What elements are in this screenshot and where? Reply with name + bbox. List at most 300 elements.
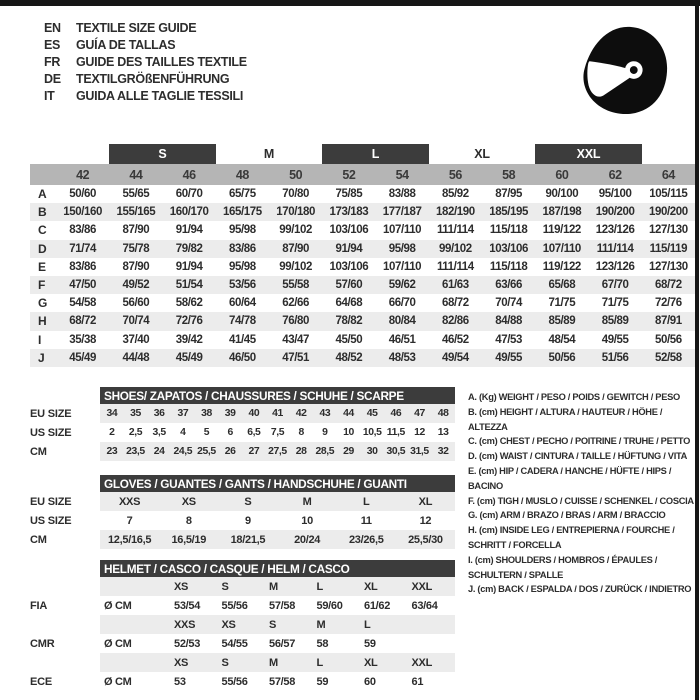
size-number-cell: 48 bbox=[235, 167, 249, 182]
language-code: ES bbox=[44, 38, 61, 53]
table-cell: 23 bbox=[106, 446, 118, 457]
measurement-cell: 91/94 bbox=[335, 242, 363, 255]
table-cell: 6 bbox=[227, 427, 233, 438]
helmet-value-cell: 56/57 bbox=[269, 637, 296, 650]
legend-item: A. (Kg) WEIGHT / PESO / POIDS / GEWITCH / PESO bbox=[468, 392, 680, 402]
measurement-cell: 190/200 bbox=[648, 206, 688, 219]
measurement-cell: 64/68 bbox=[335, 297, 363, 310]
measurement-cell: 37/40 bbox=[122, 333, 150, 346]
measurement-cell: 50/60 bbox=[69, 188, 97, 201]
helmet-value-cell: 61/62 bbox=[364, 599, 391, 612]
helmet-data-row bbox=[100, 634, 455, 653]
side-labels bbox=[30, 475, 100, 549]
measurement-cell: 51/54 bbox=[175, 279, 203, 292]
measurement-cell: 83/86 bbox=[69, 260, 97, 273]
table-title: HELMET / CASCO / CASQUE / HELM / CASCO bbox=[100, 560, 455, 577]
helmet-data-row bbox=[100, 596, 455, 615]
racing-helmet-icon bbox=[574, 22, 672, 120]
table-cell: 7,5 bbox=[270, 427, 285, 438]
measurement-cell: 67/70 bbox=[601, 279, 629, 292]
legend-item: D. (cm) WAIST / CINTURA / TAILLE / HÜFTUNG / VITA bbox=[468, 451, 688, 462]
measurement-cell: 56/60 bbox=[122, 297, 150, 310]
measurement-cell: 49/55 bbox=[601, 333, 629, 346]
measurement-cell: 45/50 bbox=[335, 333, 363, 346]
row-letter: I bbox=[38, 332, 42, 347]
textile-size-table bbox=[30, 144, 695, 367]
measurement-cell: 51/56 bbox=[601, 351, 629, 364]
helmet-value-cell: 53 bbox=[174, 675, 186, 688]
table-cell: 24,5 bbox=[173, 446, 193, 457]
language-list bbox=[44, 20, 247, 104]
diameter-label-cell: Ø CM bbox=[104, 675, 132, 688]
size-label-cell: M bbox=[316, 618, 326, 631]
size-group-label: S bbox=[109, 144, 216, 164]
measurement-cell: 46/51 bbox=[388, 333, 416, 346]
table-cell: 41 bbox=[272, 408, 283, 419]
measurement-cell: 127/130 bbox=[648, 224, 688, 237]
language-code: EN bbox=[44, 21, 61, 36]
table-cell: 7 bbox=[126, 514, 133, 527]
row-letter: C bbox=[38, 223, 47, 238]
table-cell: 44 bbox=[343, 408, 354, 419]
table-cell: 47 bbox=[414, 408, 425, 419]
row-label: US SIZE bbox=[30, 514, 72, 527]
measurement-cell: 49/55 bbox=[495, 351, 523, 364]
measurement-row bbox=[30, 312, 695, 330]
table-cell: 2,5 bbox=[128, 427, 143, 438]
table-title: GLOVES / GUANTES / GANTS / HANDSCHUHE / GUANTI bbox=[100, 475, 455, 492]
measurement-row bbox=[30, 258, 695, 276]
table-cell: 30,5 bbox=[386, 446, 406, 457]
size-group-label: M bbox=[263, 147, 275, 161]
measurement-cell: 47/53 bbox=[495, 333, 523, 346]
measurement-cell: 55/58 bbox=[282, 279, 310, 292]
measurement-cell: 150/160 bbox=[63, 206, 103, 219]
table-cell: 48 bbox=[437, 408, 449, 419]
measurement-cell: 95/98 bbox=[388, 242, 416, 255]
table-cell: 23,5 bbox=[126, 446, 145, 457]
measurement-cell: 47/51 bbox=[282, 351, 310, 364]
size-number-cell: 42 bbox=[76, 167, 90, 182]
measurement-cell: 87/90 bbox=[282, 242, 310, 255]
table-cell: XS bbox=[181, 495, 196, 508]
measurement-cell: 119/122 bbox=[542, 224, 581, 237]
table-cell: XXS bbox=[119, 495, 141, 508]
row-label: EU SIZE bbox=[30, 495, 72, 508]
table-cell: 9 bbox=[245, 514, 251, 527]
table-cell: 28 bbox=[295, 446, 307, 457]
table-cell: L bbox=[363, 495, 370, 508]
size-number-cell: 44 bbox=[129, 167, 143, 182]
language-code: FR bbox=[44, 54, 61, 69]
table-cell: 12 bbox=[419, 514, 432, 527]
measurement-cell: 75/85 bbox=[335, 188, 363, 201]
measurement-cell: 76/80 bbox=[282, 315, 310, 328]
table-cell: 28,5 bbox=[315, 446, 335, 457]
row-label: CM bbox=[30, 445, 47, 458]
table-cell: 13 bbox=[437, 427, 449, 438]
measurement-cell: 185/195 bbox=[489, 206, 529, 219]
table-cell: 6,5 bbox=[247, 427, 261, 438]
measurement-cell: 84/88 bbox=[495, 315, 523, 328]
table-cell: 4 bbox=[180, 427, 186, 438]
helmet-size-section bbox=[30, 560, 455, 691]
size-number-cell: 58 bbox=[502, 167, 516, 182]
legend-item: C. (cm) CHEST / PECHO / POITRINE / TRUHE / PETTO bbox=[468, 436, 691, 447]
measurement-cell: 50/56 bbox=[654, 333, 682, 346]
measurement-row bbox=[30, 294, 695, 312]
helmet-data-row bbox=[100, 672, 455, 691]
table-cell: 42 bbox=[295, 408, 307, 419]
table-cell: 27,5 bbox=[268, 446, 287, 457]
table-cell: 10 bbox=[343, 427, 354, 438]
table-cell: 8 bbox=[298, 427, 304, 438]
table-cell: 39 bbox=[224, 408, 236, 419]
language-title: TEXTILGRÖßENFÜHRUNG bbox=[76, 71, 230, 86]
measurement-cell: 61/63 bbox=[441, 279, 469, 292]
row-letter: B bbox=[38, 205, 47, 220]
table-row bbox=[100, 404, 455, 423]
size-group-label: XXL bbox=[535, 144, 642, 164]
measurement-cell: 165/175 bbox=[222, 206, 262, 219]
table-cell: 23/26,5 bbox=[348, 533, 384, 546]
table-row bbox=[100, 530, 455, 549]
table-row bbox=[100, 492, 455, 511]
side-label-spacer bbox=[30, 475, 100, 492]
measurement-cell: 72/76 bbox=[175, 315, 203, 328]
measurement-cell: 71/74 bbox=[69, 242, 97, 255]
size-number-cell: 54 bbox=[395, 167, 409, 182]
diameter-label-cell: Ø CM bbox=[104, 599, 132, 612]
measurement-cell: 82/86 bbox=[441, 315, 469, 328]
measurement-cell: 44/48 bbox=[122, 351, 150, 364]
measurement-cell: 190/200 bbox=[595, 206, 635, 219]
measurement-cell: 111/114 bbox=[436, 224, 474, 237]
table-cell: 18/21,5 bbox=[230, 533, 266, 546]
measurement-cell: 49/54 bbox=[441, 351, 469, 364]
measurement-cell: 68/72 bbox=[441, 297, 469, 310]
size-label-cell: XXS bbox=[174, 618, 196, 631]
measurement-cell: 87/90 bbox=[122, 224, 150, 237]
row-label: US SIZE bbox=[30, 426, 72, 439]
table-cell: 11,5 bbox=[386, 427, 405, 438]
helmet-value-cell: 58 bbox=[316, 637, 329, 650]
measurement-cell: 85/89 bbox=[601, 315, 629, 328]
row-letter: G bbox=[38, 296, 48, 311]
measurement-row bbox=[30, 331, 695, 349]
helmet-size-row bbox=[100, 577, 455, 596]
measurement-cell: 87/90 bbox=[122, 260, 150, 273]
measurement-cell: 71/75 bbox=[548, 297, 576, 310]
measurement-cell: 70/80 bbox=[282, 188, 310, 201]
measurement-cell: 75/78 bbox=[122, 242, 150, 255]
size-group-label: XL bbox=[474, 147, 490, 161]
row-letter: F bbox=[38, 278, 46, 293]
top-border bbox=[0, 0, 700, 6]
measurement-cell: 105/115 bbox=[649, 188, 688, 201]
table-cell: 10,5 bbox=[362, 427, 382, 438]
measurement-cell: 79/82 bbox=[175, 242, 203, 255]
size-label-cell: XL bbox=[364, 656, 378, 669]
measurement-cell: 74/78 bbox=[228, 315, 256, 328]
legend-item: B. (cm) HEIGHT / ALTURA / HAUTEUR / HÖHE / ALTEZZA bbox=[468, 406, 663, 432]
table-cell: 2 bbox=[109, 427, 115, 438]
helmet-value-cell: 54/55 bbox=[221, 637, 248, 650]
helmet-size-row bbox=[100, 615, 455, 634]
table-row bbox=[100, 442, 455, 461]
table-cell: 45 bbox=[366, 408, 378, 419]
table-cell: 12 bbox=[414, 427, 425, 438]
measurement-cell: 50/56 bbox=[548, 351, 576, 364]
helmet-value-cell: 59 bbox=[364, 637, 376, 650]
legend-item: G. (cm) ARM / BRAZO / BRAS / ARM / BRACCIO bbox=[468, 510, 666, 521]
measurement-cell: 87/91 bbox=[654, 315, 682, 328]
measurement-cell: 107/110 bbox=[542, 242, 581, 255]
measurement-cell: 95/98 bbox=[228, 260, 256, 273]
helmet-value-cell: 53/54 bbox=[174, 599, 201, 612]
measurement-cell: 91/94 bbox=[175, 224, 203, 237]
size-label-cell: M bbox=[269, 580, 278, 593]
table-cell: 3,5 bbox=[152, 427, 166, 438]
measurement-cell: 111/114 bbox=[436, 260, 474, 273]
measurement-cell: 48/52 bbox=[335, 351, 363, 364]
size-label-cell: XXL bbox=[411, 580, 432, 593]
measurement-cell: 78/82 bbox=[335, 315, 363, 328]
measurement-cell: 127/130 bbox=[648, 260, 688, 273]
table-cell: 36 bbox=[153, 408, 165, 419]
measurement-cell: 65/75 bbox=[228, 188, 256, 201]
language-row bbox=[44, 87, 247, 104]
measurement-cell: 59/62 bbox=[388, 279, 416, 292]
measurement-cell: 123/126 bbox=[595, 224, 635, 237]
table-cell: 8 bbox=[185, 514, 192, 527]
table-cell: 29 bbox=[343, 446, 354, 457]
table-cell: 43 bbox=[319, 408, 331, 419]
table-cell: 34 bbox=[106, 408, 118, 419]
measurement-row bbox=[30, 221, 695, 239]
measurement-cell: 95/100 bbox=[598, 188, 632, 201]
size-number-cell: 46 bbox=[182, 167, 196, 182]
measurement-cell: 115/118 bbox=[489, 224, 528, 237]
measurement-cell: 111/114 bbox=[596, 242, 634, 255]
table-cell: 10 bbox=[301, 514, 313, 527]
measurement-cell: 85/92 bbox=[441, 188, 469, 201]
language-row bbox=[44, 37, 247, 54]
table-cell: M bbox=[302, 495, 312, 508]
helmet-value-cell: 63/64 bbox=[411, 599, 438, 612]
size-label-cell: XS bbox=[174, 656, 189, 669]
row-letter: J bbox=[38, 350, 45, 365]
measurement-cell: 41/45 bbox=[228, 333, 256, 346]
measurement-cell: 173/183 bbox=[329, 206, 369, 219]
measurement-cell: 62/66 bbox=[282, 297, 310, 310]
measurement-cell: 39/42 bbox=[175, 333, 203, 346]
measurement-cell: 107/110 bbox=[383, 260, 422, 273]
row-label: EU SIZE bbox=[30, 407, 72, 420]
language-code: IT bbox=[44, 88, 55, 103]
measurement-cell: 155/165 bbox=[116, 206, 156, 219]
table-cell: 26 bbox=[224, 446, 236, 457]
table-cell: 25,5 bbox=[197, 446, 216, 457]
row-label-blank bbox=[30, 615, 100, 634]
measurement-cell: 83/86 bbox=[228, 242, 256, 255]
measurement-cell: 60/70 bbox=[175, 188, 203, 201]
measurement-cell: 63/66 bbox=[495, 279, 523, 292]
size-group-header-row bbox=[30, 144, 695, 164]
legend-item: J. (cm) BACK / ESPALDA / DOS / ZURÜCK / INDIETRO bbox=[468, 584, 692, 595]
measurement-cell: 46/50 bbox=[228, 351, 256, 364]
measurement-cell: 43/47 bbox=[282, 333, 310, 346]
measurement-cell: 60/64 bbox=[228, 297, 256, 310]
row-letter: E bbox=[38, 259, 47, 274]
legend-item: F. (cm) TIGH / MUSLO / CUISSE / SCHENKEL / COSCIA bbox=[468, 495, 694, 506]
row-label: FIA bbox=[30, 599, 48, 612]
table-cell: 9 bbox=[322, 427, 328, 438]
legend-item: H. (cm) INSIDE LEG / ENTREPIERNA / FOURCHE / SCHRITT / FORCELLA bbox=[468, 525, 675, 550]
measurement-cell: 87/95 bbox=[495, 188, 523, 201]
row-label: CM bbox=[30, 533, 47, 546]
measurement-cell: 71/75 bbox=[601, 297, 629, 310]
measurement-cell: 46/52 bbox=[441, 333, 469, 346]
row-label-blank bbox=[30, 577, 100, 596]
helmet-value-cell: 59/60 bbox=[316, 599, 343, 612]
table-row bbox=[100, 511, 455, 530]
measurement-cell: 83/88 bbox=[388, 188, 416, 201]
measurement-cell: 54/58 bbox=[69, 297, 97, 310]
size-number-cell: 64 bbox=[661, 167, 675, 182]
measurement-row bbox=[30, 185, 695, 203]
table-body bbox=[100, 560, 455, 691]
size-label-cell: S bbox=[221, 656, 229, 669]
size-number-cell: 60 bbox=[555, 167, 569, 182]
measurement-cell: 68/72 bbox=[654, 279, 682, 292]
table-cell: 24 bbox=[153, 446, 165, 457]
measurement-cell: 103/106 bbox=[329, 260, 369, 273]
table-cell: 32 bbox=[437, 446, 449, 457]
size-label-cell: S bbox=[221, 580, 229, 593]
table-cell: 27 bbox=[248, 446, 260, 457]
table-cell: 20/24 bbox=[294, 533, 321, 546]
measurement-cell: 45/49 bbox=[175, 351, 203, 364]
measurement-cell: 95/98 bbox=[228, 224, 256, 237]
measurement-cell: 103/106 bbox=[489, 242, 529, 255]
row-label-blank bbox=[30, 653, 100, 672]
measurement-cell: 119/122 bbox=[542, 260, 581, 273]
table-cell: 37 bbox=[177, 408, 189, 419]
table-cell: 35 bbox=[130, 408, 141, 419]
measurement-cell: 48/53 bbox=[388, 351, 416, 364]
size-label-cell: S bbox=[269, 618, 277, 631]
measurement-row bbox=[30, 240, 695, 258]
helmet-value-cell: 60 bbox=[364, 675, 376, 688]
helmet-value-cell: 57/58 bbox=[269, 599, 296, 612]
size-number-row bbox=[30, 164, 695, 185]
row-label: ECE bbox=[30, 675, 53, 688]
legend-item: I. (cm) SHOULDERS / HOMBROS / ÉPAULES / SCHULTERN / SPALLE bbox=[468, 554, 658, 580]
shoes-size-section bbox=[30, 387, 455, 461]
measurement-cell: 66/70 bbox=[388, 297, 416, 310]
measurement-row bbox=[30, 203, 695, 221]
language-code: DE bbox=[44, 71, 61, 86]
size-number-cell: 50 bbox=[289, 167, 303, 182]
language-row bbox=[44, 20, 247, 37]
row-letter: H bbox=[38, 314, 47, 329]
helmet-value-cell: 61 bbox=[411, 675, 424, 688]
row-letter: D bbox=[38, 241, 47, 256]
table-row bbox=[100, 423, 455, 442]
size-label-cell: M bbox=[269, 656, 278, 669]
size-label-cell: L bbox=[316, 580, 323, 593]
size-group-label: L bbox=[322, 144, 429, 164]
measurement-cell: 57/60 bbox=[335, 279, 363, 292]
table-cell: 16,5/19 bbox=[171, 533, 207, 546]
measurement-cell: 80/84 bbox=[388, 315, 416, 328]
measurement-cell: 68/72 bbox=[69, 315, 97, 328]
table-body bbox=[100, 475, 455, 549]
measurement-cell: 65/68 bbox=[548, 279, 576, 292]
language-title: TEXTILE SIZE GUIDE bbox=[76, 21, 197, 36]
language-row bbox=[44, 54, 247, 71]
side-labels bbox=[30, 387, 100, 461]
measurement-cell: 70/74 bbox=[122, 315, 150, 328]
size-label-cell: XL bbox=[364, 580, 378, 593]
measurement-row bbox=[30, 349, 695, 367]
measurement-cell: 90/100 bbox=[545, 188, 579, 201]
measurement-cell: 48/54 bbox=[548, 333, 576, 346]
row-letter: A bbox=[38, 187, 47, 202]
measurement-row bbox=[30, 276, 695, 294]
measurement-cell: 35/38 bbox=[69, 333, 97, 346]
table-cell: 46 bbox=[390, 408, 402, 419]
table-cell: 5 bbox=[203, 427, 210, 438]
measurement-cell: 99/102 bbox=[438, 242, 472, 255]
size-label-cell: XS bbox=[221, 618, 236, 631]
language-row bbox=[44, 70, 247, 87]
helmet-value-cell: 57/58 bbox=[269, 675, 296, 688]
language-title: GUÍA DE TALLAS bbox=[76, 38, 176, 53]
measurement-cell: 58/62 bbox=[175, 297, 203, 310]
helmet-size-row bbox=[100, 653, 455, 672]
helmet-value-cell: 59 bbox=[316, 675, 329, 688]
measurement-cell: 115/119 bbox=[649, 242, 688, 255]
measurement-cell: 177/187 bbox=[382, 206, 422, 219]
language-title: GUIDA ALLE TAGLIE TESSILI bbox=[76, 88, 244, 103]
size-label-cell: L bbox=[316, 656, 323, 669]
measurement-cell: 107/110 bbox=[383, 224, 422, 237]
measurement-cell: 115/118 bbox=[489, 260, 528, 273]
measurement-cell: 47/50 bbox=[69, 279, 97, 292]
helmet-value-cell: 55/56 bbox=[221, 675, 248, 688]
measurement-cell: 52/58 bbox=[654, 351, 682, 364]
measurement-cell: 103/106 bbox=[329, 224, 369, 237]
size-label-cell: XS bbox=[174, 580, 189, 593]
size-number-cell: 52 bbox=[342, 167, 356, 182]
table-body bbox=[100, 387, 455, 461]
measurement-cell: 72/76 bbox=[654, 297, 682, 310]
measurement-cell: 99/102 bbox=[279, 260, 313, 273]
measurement-cell: 85/89 bbox=[548, 315, 576, 328]
size-label-cell: L bbox=[364, 618, 371, 631]
measurement-legend bbox=[468, 390, 698, 597]
table-cell: 30 bbox=[366, 446, 378, 457]
measurement-cell: 123/126 bbox=[595, 260, 635, 273]
helmet-value-cell: 52/53 bbox=[174, 637, 201, 650]
side-labels bbox=[30, 560, 100, 691]
measurement-cell: 55/65 bbox=[122, 188, 150, 201]
table-cell: 11 bbox=[360, 514, 372, 527]
table-cell: 38 bbox=[201, 408, 212, 419]
measurement-cell: 187/198 bbox=[542, 206, 582, 219]
